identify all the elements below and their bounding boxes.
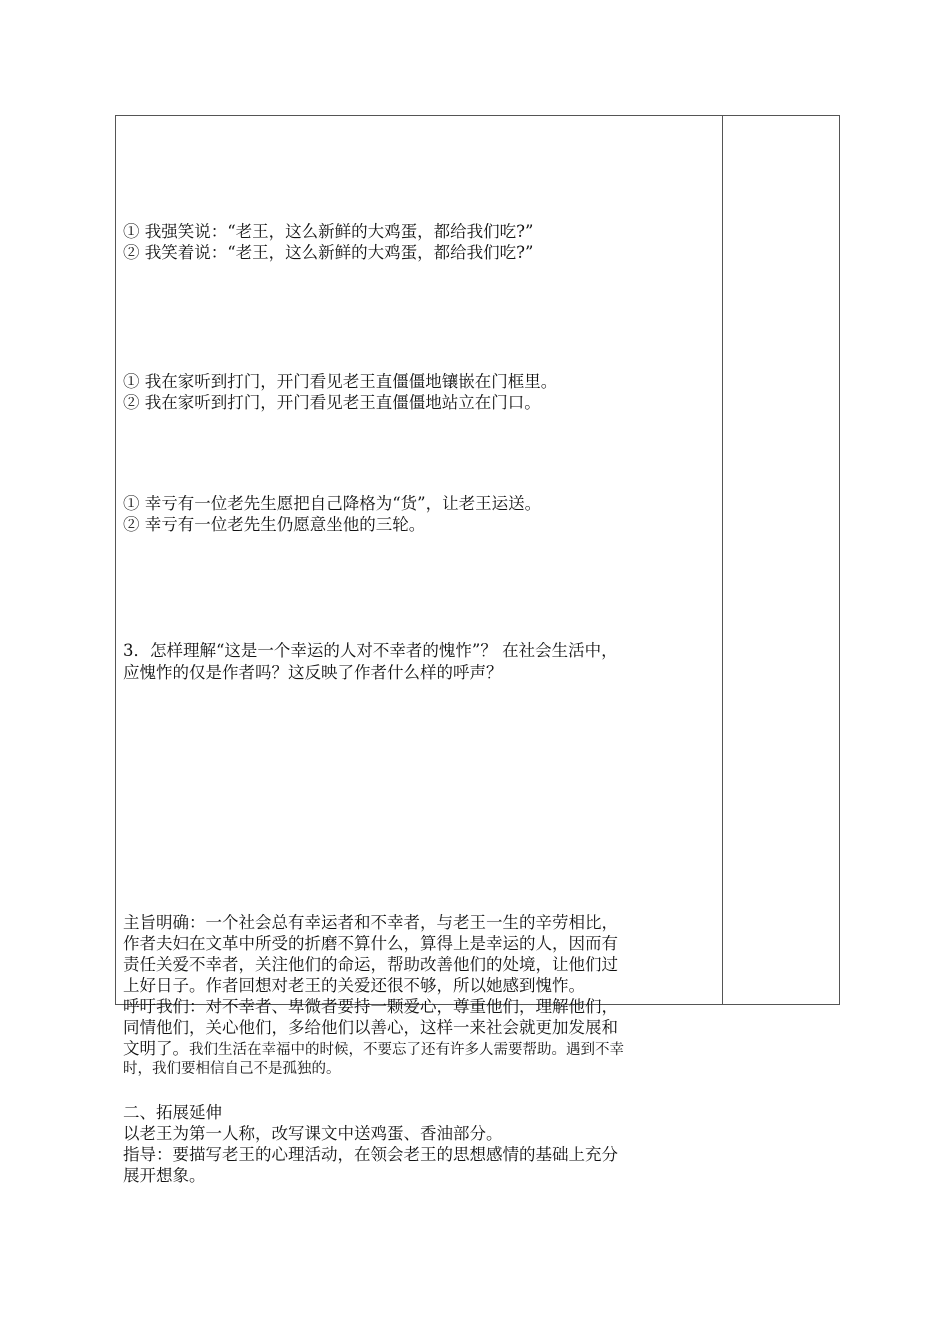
question-line-1: 3．怎样理解“这是一个幸运的人对不幸者的愧怍”？ 在社会生活中， [123,641,618,660]
theme-line-7-small: 我们生活在幸福中的时候，不要忘了还有许多人需要帮助。遇到不幸 [189,1042,624,1058]
sentence-pair-1-b: ② 我笑着说：“老王，这么新鲜的大鸡蛋，都给我们吃?” [123,243,534,262]
extension-task: 以老王为第一人称，改写课文中送鸡蛋、香油部分。 [123,1124,503,1143]
theme-line-3: 责任关爱不幸者，关注他们的命运，帮助改善他们的处境，让他们过 [123,955,618,974]
theme-line-5: 呼吁我们：对不幸者、卑微者要持一颗爱心，尊重他们，理解他们， [123,997,618,1016]
theme-line-6: 同情他们，关心他们，多给他们以善心，这样一来社会就更加发展和 [123,1018,618,1037]
sentence-pair-1-a: ① 我强笑说：“老王，这么新鲜的大鸡蛋，都给我们吃?” [123,222,534,241]
notes-cell [723,116,840,1004]
sentence-pair-2-b: ② 我在家听到打门，开门看见老王直僵僵地站立在门口。 [123,393,541,412]
sentence-pair-2-a: ① 我在家听到打门，开门看见老王直僵僵地镶嵌在门框里。 [123,372,558,391]
theme-line-8: 时，我们要相信自己不是孤独的。 [123,1061,341,1077]
theme-line-7-big: 文明了。 [123,1039,189,1058]
content-cell [116,116,722,1185]
question-line-2: 应愧怍的仅是作者吗？这反映了作者什么样的呼声？ [123,663,503,682]
theme-line-4: 上好日子。作者回想对老王的关爱还很不够，所以她感到愧怍。 [123,976,585,995]
sentence-pair-3-a: ① 幸亏有一位老先生愿把自己降格为“货”，让老王运送。 [123,494,542,513]
extension-guide-line-2: 展开想象。 [123,1166,206,1185]
theme-line-2: 作者夫妇在文革中所受的折磨不算什么，算得上是幸运的人，因而有 [123,934,618,953]
theme-line-7 [123,1038,715,1061]
extension-guide-line-1: 指导：要描写老王的心理活动，在领会老王的思想感情的基础上充分 [123,1145,618,1164]
theme-line-1: 主旨明确：一个社会总有幸运者和不幸者，与老王一生的辛劳相比， [123,913,618,932]
extension-heading: 二、拓展延伸 [123,1103,222,1122]
lesson-table [115,115,840,1185]
sentence-pair-3-b: ② 幸亏有一位老先生仍愿意坐他的三轮。 [123,515,426,534]
